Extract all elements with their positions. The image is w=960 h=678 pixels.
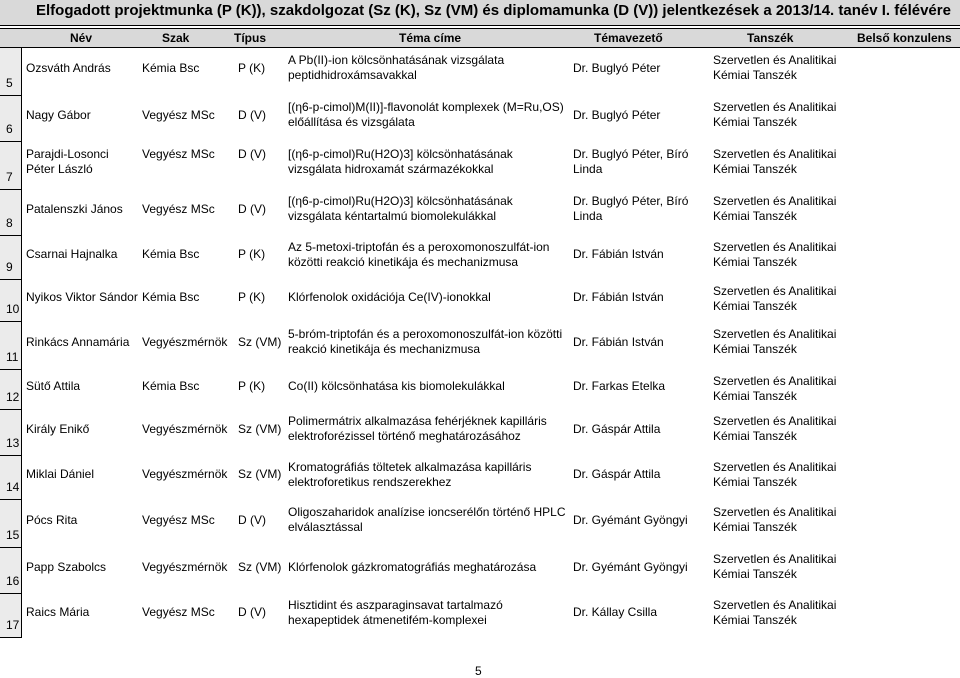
student-name: Nagy Gábor [26,108,91,122]
tanszek-cell: Kémiai Tanszék [713,162,797,176]
tanszek-cell: Kémiai Tanszék [713,68,797,82]
tema-cell: elektroforézissel történő meghatározásához [288,429,521,443]
temavezeto-cell: Dr. Kállay Csilla [573,605,658,619]
tema-cell: vizsgálata hidroxamát származékokkal [288,162,494,176]
tema-cell: Oligoszaharidok analízise ioncserélőn történő HPLC [288,505,566,519]
row-number: 6 [6,122,13,136]
tema-cell: 5-bróm-triptofán és a peroxomonoszulfát-ion közötti [288,327,563,341]
tipus-cell: D (V) [238,202,266,216]
szak-cell: Kémia Bsc [142,247,200,261]
student-name: Csarnai Hajnalka [26,247,118,261]
row-number: 9 [6,260,13,274]
tanszek-cell: Kémiai Tanszék [713,429,797,443]
row-number: 5 [6,76,13,90]
student-name: Nyikos Viktor Sándor [26,290,138,304]
temavezeto-cell: Dr. Gáspár Attila [573,422,661,436]
tanszek-cell: Kémiai Tanszék [713,299,797,313]
tanszek-cell: Szervetlen és Analitikai [713,327,837,341]
tipus-cell: P (K) [238,247,266,261]
row-number: 14 [6,480,20,494]
row-divider [0,547,22,548]
tipus-cell: D (V) [238,147,266,161]
temavezeto-cell: Dr. Buglyó Péter [573,108,661,122]
tanszek-cell: Szervetlen és Analitikai [713,240,837,254]
tanszek-cell: Szervetlen és Analitikai [713,147,837,161]
tanszek-cell: Szervetlen és Analitikai [713,100,837,114]
tanszek-cell: Szervetlen és Analitikai [713,194,837,208]
student-name: Raics Mária [26,605,90,619]
tanszek-cell: Szervetlen és Analitikai [713,374,837,388]
temavezeto-cell: Dr. Buglyó Péter, Bíró [573,147,689,161]
temavezeto-cell: Dr. Farkas Etelka [573,379,666,393]
temavezeto-cell: Dr. Buglyó Péter [573,61,661,75]
tema-cell: [(η6-p-cimol)Ru(H2O)3] kölcsönhatásának [288,147,513,161]
temavezeto-cell: Dr. Gyémánt Gyöngyi [573,560,688,574]
row-number: 17 [6,618,20,632]
tema-cell: [(η6-p-cimol)Ru(H2O)3] kölcsönhatásának [288,194,513,208]
tipus-cell: Sz (VM) [238,560,282,574]
szak-cell: Vegyész MSc [142,147,215,161]
table-header [0,28,960,48]
tanszek-cell: Kémiai Tanszék [713,255,797,269]
tema-cell: vizsgálata kéntartalmú biomolekulákkal [288,209,497,223]
row-number-column [0,48,22,638]
tipus-cell: Sz (VM) [238,335,282,349]
tanszek-cell: Kémiai Tanszék [713,115,797,129]
tema-cell: A Pb(II)-ion kölcsönhatásának vizsgálata [288,53,505,67]
header-tanszek: Tanszék [747,31,794,45]
tema-cell: Polimermátrix alkalmazása fehérjéknek kapilláris [288,414,547,428]
row-divider [0,455,22,456]
tanszek-cell: Szervetlen és Analitikai [713,552,837,566]
temavezeto-cell: Linda [573,209,603,223]
student-name: Sütő Attila [26,379,81,393]
tema-cell: peptidhidroxámsavakkal [288,68,417,82]
szak-cell: Vegyészmérnök [142,422,228,436]
student-name: Rinkács Annamária [26,335,130,349]
row-divider [0,593,22,594]
tanszek-cell: Kémiai Tanszék [713,209,797,223]
szak-cell: Vegyészmérnök [142,467,228,481]
tanszek-cell: Kémiai Tanszék [713,613,797,627]
student-name: Ozsváth András [26,61,111,75]
header-tipus: Típus [234,31,266,45]
tema-cell: reakció kinetikája és mechanizmusa [288,342,481,356]
row-number: 8 [6,216,13,230]
tema-cell: [(η6-p-cimol)M(II)]-flavonolát komplexek (M=Ru,OS) [288,100,564,114]
tipus-cell: D (V) [238,108,266,122]
temavezeto-cell: Linda [573,162,603,176]
row-divider [0,189,22,190]
title-bar [0,0,960,26]
tema-cell: Kromatográfiás töltetek alkalmazása kapilláris [288,460,532,474]
tema-cell: Az 5-metoxi-triptofán és a peroxomonoszulfát-ion [288,240,550,254]
tipus-cell: Sz (VM) [238,467,282,481]
header-szak: Szak [162,31,190,45]
tipus-cell: Sz (VM) [238,422,282,436]
row-divider [0,637,22,638]
tanszek-cell: Szervetlen és Analitikai [713,460,837,474]
szak-cell: Vegyészmérnök [142,560,228,574]
tema-cell: hexapeptidek átmenetifém-komplexei [288,613,487,627]
tipus-cell: P (K) [238,290,266,304]
tanszek-cell: Szervetlen és Analitikai [713,53,837,67]
document-title: Elfogadott projektmunka (P (K)), szakdolgozat (Sz (K), Sz (VM) és diplomamunka (D (V)) jelentkezések a 2013/14. tanév I. félévére [36,2,951,19]
tanszek-cell: Kémiai Tanszék [713,567,797,581]
tema-cell: elválasztással [288,520,363,534]
temavezeto-cell: Dr. Gáspár Attila [573,467,661,481]
temavezeto-cell: Dr. Gyémánt Gyöngyi [573,513,688,527]
szak-cell: Kémia Bsc [142,290,200,304]
tanszek-cell: Szervetlen és Analitikai [713,598,837,612]
tema-cell: Hisztidint és aszparaginsavat tartalmazó [288,598,503,612]
header-belso-konzulens: Belső konzulens [857,31,952,45]
tanszek-cell: Kémiai Tanszék [713,342,797,356]
tema-cell: előállítása és vizsgálata [288,115,415,129]
student-name: Pócs Rita [26,513,78,527]
row-divider [0,409,22,410]
szak-cell: Vegyész MSc [142,202,215,216]
tanszek-cell: Kémiai Tanszék [713,520,797,534]
tema-cell: Co(II) kölcsönhatása kis biomolekulákkal [288,379,505,393]
row-divider [0,95,22,96]
header-tema: Téma címe [399,31,462,45]
row-number: 7 [6,170,13,184]
tema-cell: Klórfenolok oxidációja Ce(IV)-ionokkal [288,290,491,304]
row-divider [0,369,22,370]
temavezeto-cell: Dr. Fábián István [573,335,664,349]
row-number: 15 [6,528,20,542]
row-divider [0,279,22,280]
szak-cell: Kémia Bsc [142,61,200,75]
student-name: Király Enikő [26,422,90,436]
row-number: 16 [6,574,20,588]
student-name: Péter László [26,162,93,176]
tema-cell: elektroforetikus rendszerekhez [288,475,452,489]
tipus-cell: D (V) [238,605,266,619]
tanszek-cell: Szervetlen és Analitikai [713,284,837,298]
tanszek-cell: Szervetlen és Analitikai [713,505,837,519]
header-temavezeto: Témavezető [594,31,663,45]
temavezeto-cell: Dr. Fábián István [573,290,664,304]
tema-cell: Klórfenolok gázkromatográfiás meghatározása [288,560,537,574]
student-name: Miklai Dániel [26,467,95,481]
tipus-cell: P (K) [238,61,266,75]
szak-cell: Kémia Bsc [142,379,200,393]
student-name: Papp Szabolcs [26,560,107,574]
tanszek-cell: Kémiai Tanszék [713,389,797,403]
temavezeto-cell: Dr. Fábián István [573,247,664,261]
header-nev: Név [70,31,93,45]
row-divider [0,235,22,236]
tema-cell: közötti reakció kinetikája és mechanizmusa [288,255,519,269]
row-number: 10 [6,302,20,316]
szak-cell: Vegyész MSc [142,605,215,619]
student-name: Parajdi-Losonci [26,147,109,161]
page-number: 5 [475,664,482,678]
szak-cell: Vegyész MSc [142,108,215,122]
student-name: Patalenszki János [26,202,123,216]
tipus-cell: P (K) [238,379,266,393]
szak-cell: Vegyészmérnök [142,335,228,349]
row-divider [0,499,22,500]
temavezeto-cell: Dr. Buglyó Péter, Bíró [573,194,689,208]
tipus-cell: D (V) [238,513,266,527]
row-divider [0,141,22,142]
row-divider [0,321,22,322]
row-number: 13 [6,436,20,450]
tanszek-cell: Kémiai Tanszék [713,475,797,489]
row-number: 12 [6,390,20,404]
szak-cell: Vegyész MSc [142,513,215,527]
tanszek-cell: Szervetlen és Analitikai [713,414,837,428]
row-number: 11 [6,350,19,364]
